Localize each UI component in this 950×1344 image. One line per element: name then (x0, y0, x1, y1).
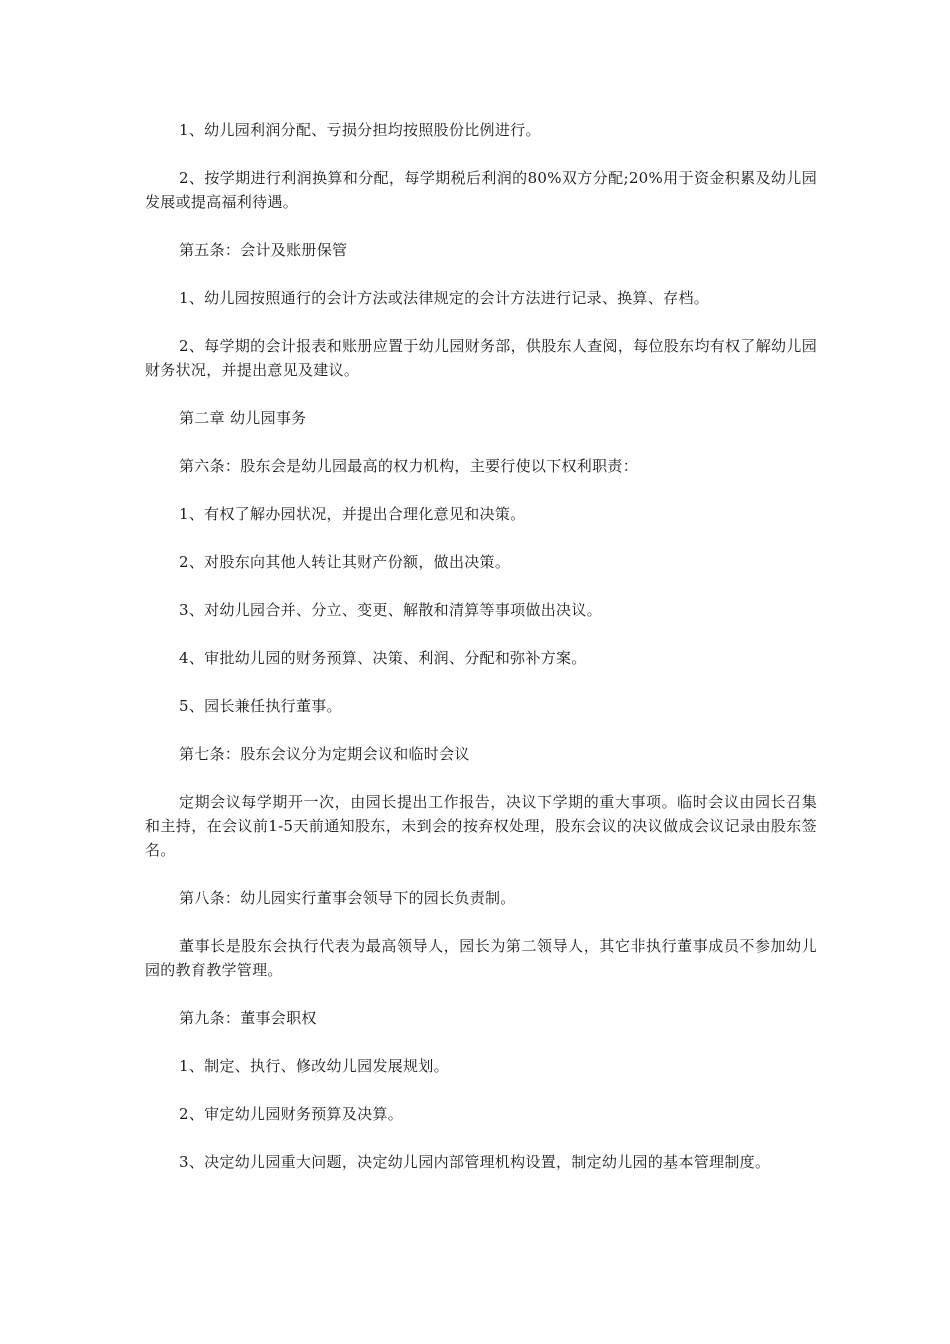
chapter-2-heading: 第二章 幼儿园事务 (179, 409, 307, 427)
paragraph-profit-sharing: 1、幼儿园利润分配、亏损分担均按照股份比例进行。 (179, 121, 541, 139)
list-item-6-4: 4、审批幼儿园的财务预算、决策、利润、分配和弥补方案。 (179, 649, 587, 667)
article-6-heading: 第六条：股东会是幼儿园最高的权力机构，主要行使以下权利职责： (179, 457, 639, 475)
article-9-heading: 第九条：董事会职权 (179, 1009, 317, 1027)
paragraph-chairman: 董事长是股东会执行代表为最高领导人，园长为第二领导人，其它非执行董事成员不参加幼儿园的教育教学管理。 (145, 937, 817, 979)
list-item-9-1: 1、制定、执行、修改幼儿园发展规划。 (179, 1057, 449, 1075)
paragraph-financial-reports: 2、每学期的会计报表和账册应置于幼儿园财务部，供股东人查阅，每位股东均有权了解幼儿园财务状况，并提出意见及建议。 (145, 337, 817, 379)
document-page (145, 118, 817, 1198)
list-item-6-1: 1、有权了解办园状况，并提出合理化意见和决策。 (179, 505, 526, 523)
list-item-9-2: 2、审定幼儿园财务预算及决算。 (179, 1105, 404, 1123)
article-5-heading: 第五条：会计及账册保管 (179, 241, 348, 259)
list-item-6-3: 3、对幼儿园合并、分立、变更、解散和清算等事项做出决议。 (179, 601, 602, 619)
paragraph-meetings: 定期会议每学期开一次，由园长提出工作报告，决议下学期的重大事项。临时会议由园长召集和主持，在会议前1-5天前通知股东，未到会的按弃权处理，股东会议的决议做成会议记录由股东签名。 (145, 793, 817, 859)
paragraph-profit-calculation: 2、按学期进行利润换算和分配，每学期税后利润的80%双方分配;20%用于资金积累及幼儿园发展或提高福利待遇。 (145, 169, 817, 211)
article-8-heading: 第八条：幼儿园实行董事会领导下的园长负责制。 (179, 889, 516, 907)
list-item-9-3: 3、决定幼儿园重大问题，决定幼儿园内部管理机构设置，制定幼儿园的基本管理制度。 (179, 1153, 771, 1171)
list-item-6-2: 2、对股东向其他人转让其财产份额，做出决策。 (179, 553, 511, 571)
list-item-6-5: 5、园长兼任执行董事。 (179, 697, 342, 715)
article-7-heading: 第七条：股东会议分为定期会议和临时会议 (179, 745, 470, 763)
paragraph-accounting-method: 1、幼儿园按照通行的会计方法或法律规定的会计方法进行记录、换算、存档。 (179, 289, 710, 307)
